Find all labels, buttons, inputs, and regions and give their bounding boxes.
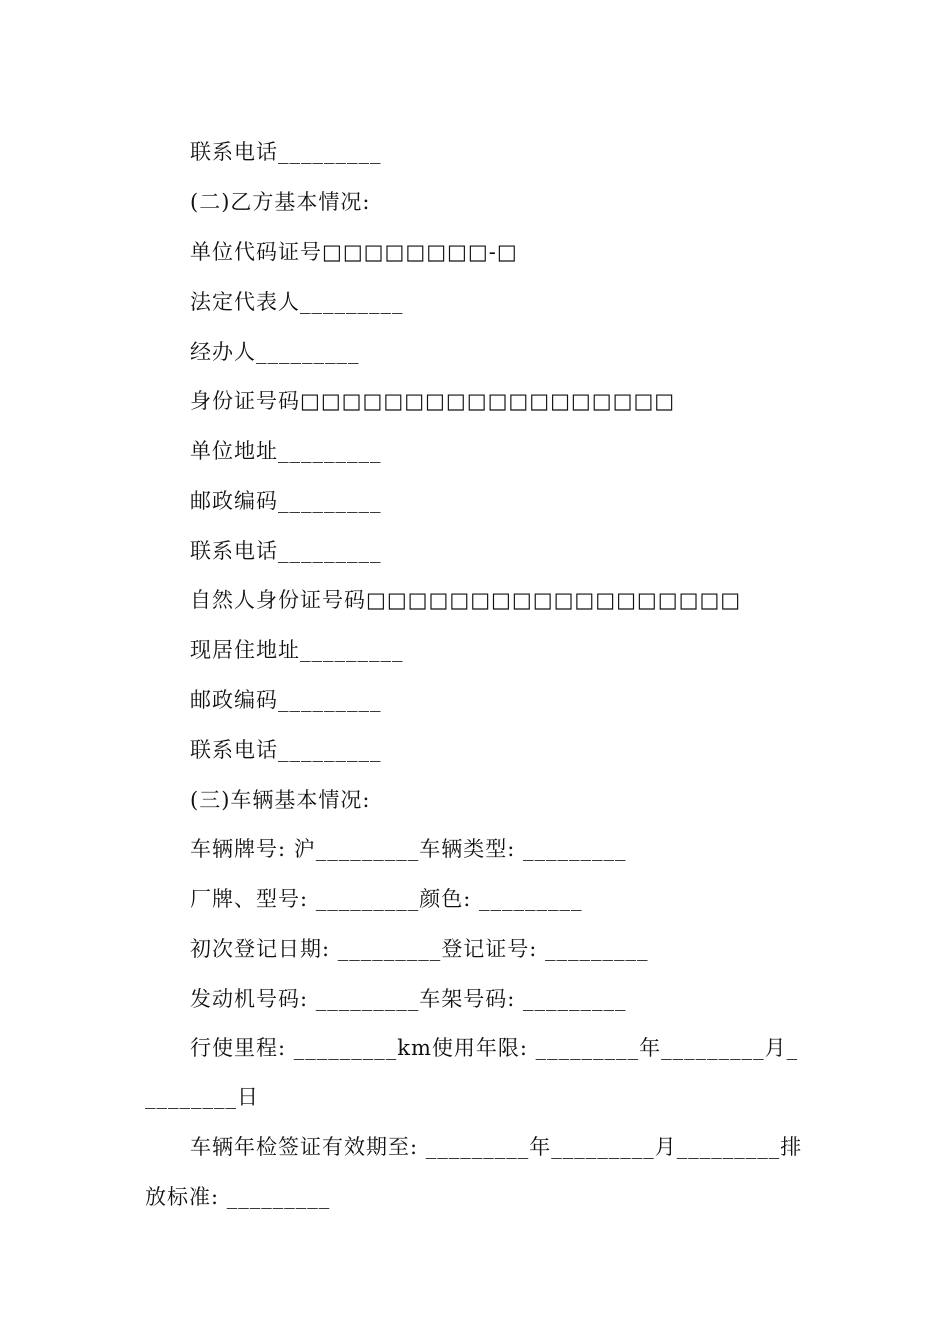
contact-phone-line: 联系电话_________ xyxy=(190,539,382,563)
engine-chassis-line: 发动机号码: _________车架号码: _________ xyxy=(190,987,627,1011)
agent-line: 经办人_________ xyxy=(190,340,360,364)
org-code-line: 单位代码证号□□□□□□□□-□ xyxy=(190,240,518,264)
registration-line: 初次登记日期: _________登记证号: _________ xyxy=(190,937,649,961)
residence-address-line: 现居住地址_________ xyxy=(190,638,404,662)
party-b-section-heading: (二)乙方基本情况: xyxy=(190,190,371,214)
inspection-line-continued: 放标准: _________ xyxy=(145,1185,331,1209)
mileage-line: 行使里程: _________km使用年限: _________年_________月_ xyxy=(190,1036,799,1060)
org-address-line: 单位地址_________ xyxy=(190,439,382,463)
legal-representative-line: 法定代表人_________ xyxy=(190,290,404,314)
brand-color-line: 厂牌、型号: _________颜色: _________ xyxy=(190,887,583,911)
inspection-line: 车辆年检签证有效期至: _________年_________月_________排 xyxy=(190,1135,803,1159)
id-number-line: 身份证号码□□□□□□□□□□□□□□□□□□ xyxy=(190,389,676,413)
vehicle-section-heading: (三)车辆基本情况: xyxy=(190,788,371,812)
mileage-line-continued: ________日 xyxy=(145,1085,259,1109)
plate-type-line: 车辆牌号: 沪_________车辆类型: _________ xyxy=(190,837,627,861)
lessor-contact-phone-line: 联系电话_________ xyxy=(190,140,382,164)
contact-phone-line-2: 联系电话_________ xyxy=(190,738,382,762)
postal-code-line: 邮政编码_________ xyxy=(190,489,382,513)
natural-person-id-line: 自然人身份证号码□□□□□□□□□□□□□□□□□□ xyxy=(190,588,742,612)
postal-code-line-2: 邮政编码_________ xyxy=(190,688,382,712)
